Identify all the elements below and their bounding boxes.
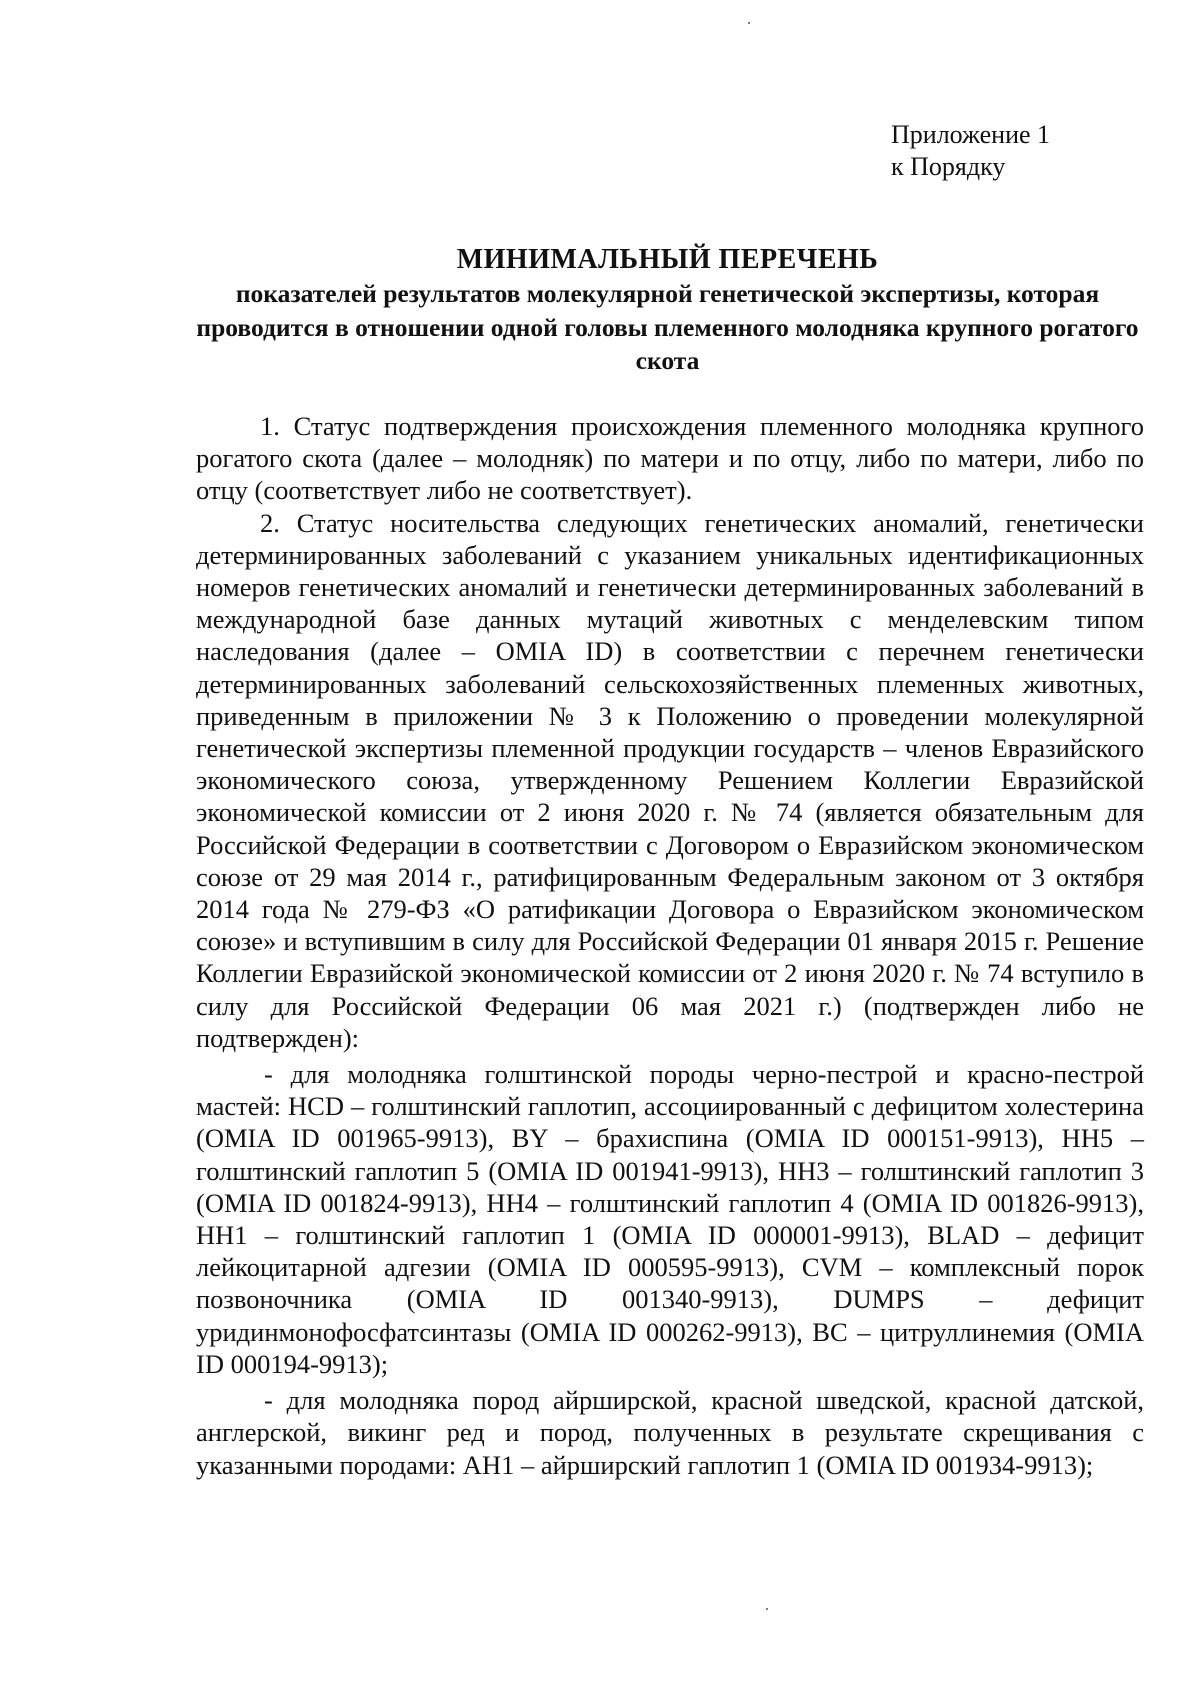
scan-speck [766,1608,768,1610]
title-main: МИНИМАЛЬНЫЙ ПЕРЕЧЕНЬ [456,244,879,275]
scan-speck [748,22,750,24]
annex-reference [891,119,1050,183]
annex-line-2: к Порядку [891,152,1006,181]
paragraph-2: 2. Статус носительства следующих генетических аномалий, генетически детерминированных заболеваний с указанием уникальных идентификационных номеров генетических аномалий и генетически детерминированных заболеваний в международной базе данных мутаций животных с менделевским типом наследования (далее – OMIA ID) в соответствии с перечнем генетически детерминированных заболеваний сельскохозяйственных племенных животных, приведенным в приложении № 3 к Положению о проведении молекулярной генетической экспертизы племенной продукции государств – членов Евразийского экономического союза, утвержденному Решением Коллегии Евразийской экономической комиссии от 2 июня 2020 г. № 74 (является обязательным для Российской Федерации в соответствии с Договором о Евразийском экономическом союзе от 29 мая 2014 г., ратифицированным Федеральным законом от 3 октября 2014 года № 279-ФЗ «О ратификации Договора о Евразийском экономическом союзе» и вступившим в силу для Российской Федерации 01 января 2015 г. Решение Коллегии Евразийской экономической комиссии от 2 июня 2020 г. № 74 вступило в силу для Российской Федерации 06 мая 2021 г.) (подтвержден либо не подтвержден): [196,507,1144,1053]
paragraph-ayrshire-list: - для молодняка пород айрширской, красной шведской, красной датской, англерской, викинг ред и пород, полученных в результате скрещивания с указанными породами: AH1 – айрширский гаплотип 1 (OMIA ID 001934-9913); [196,1385,1144,1480]
title-subtitle: показателей результатов молекулярной генетической экспертизы, которая проводится в отношении одной головы племенного молодняка крупного рогатого скота [196,279,1139,375]
paragraph-holstein-list: - для молодняка голштинской породы черно-пестрой и красно-пестрой мастей: HCD – голштинский гаплотип, ассоциированный с дефицитом холестерина (OMIA ID 001965-9913), BY – брахиспина (OMIA ID 000151-9913), HH5 – голштинский гаплотип 5 (OMIA ID 001941-9913), HH3 – голштинский гаплотип 3 (OMIA ID 001824-9913), HH4 – голштинский гаплотип 4 (OMIA ID 001826-9913), HH1 – голштинский гаплотип 1 (OMIA ID 000001-9913), BLAD – дефицит лейкоцитарной адгезии (OMIA ID 000595-9913), CVM – комплексный порок позвоночника (OMIA ID 001340-9913), DUMPS – дефицит уридинмонофосфатсинтазы (OMIA ID 000262-9913), BC – цитруллинемия (OMIA ID 000194-9913); [196,1059,1144,1379]
annex-line-1: Приложение 1 [891,120,1051,149]
paragraph-1: 1. Статус подтверждения происхождения племенного молодняка крупного рогатого скота (далее – молодняк) по матери и по отцу, либо по матери, либо по отцу (соответствует либо не соответствует). [196,411,1144,506]
document-body [196,410,1144,1481]
document-title [190,243,1145,378]
